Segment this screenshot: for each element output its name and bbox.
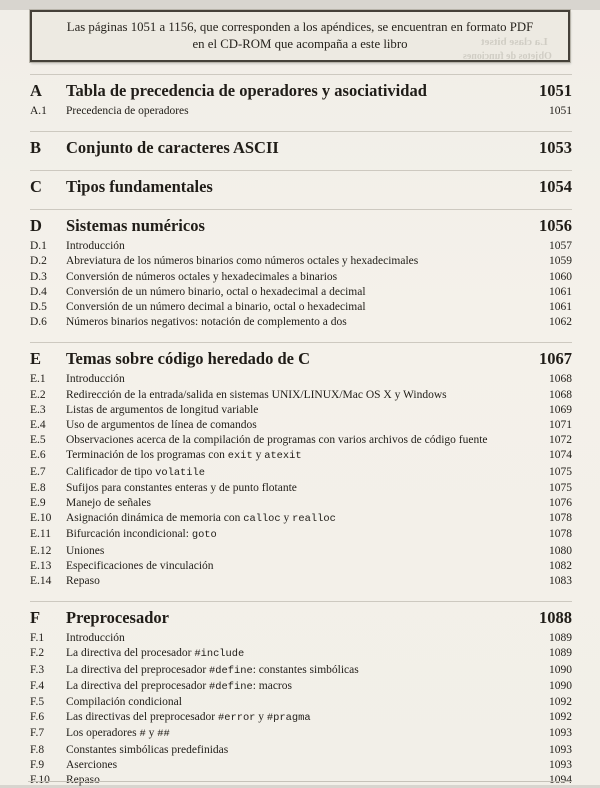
code-term: #define xyxy=(209,664,253,677)
toc-item xyxy=(30,726,572,742)
item-number: F.9 xyxy=(30,758,45,771)
appendix-page: 1067 xyxy=(539,349,572,369)
item-title xyxy=(66,104,528,119)
toc-item xyxy=(30,372,572,387)
appendix-header xyxy=(30,216,572,236)
toc-item xyxy=(30,544,572,559)
item-title xyxy=(66,743,528,758)
item-page: 1061 xyxy=(549,285,572,298)
appendix-page: 1053 xyxy=(539,138,572,158)
toc-item xyxy=(30,527,572,543)
title-text: Las directivas del preprocesador xyxy=(66,711,218,724)
appendix-section xyxy=(30,601,572,788)
toc-item xyxy=(30,481,572,496)
item-title xyxy=(66,496,528,511)
item-number: E.3 xyxy=(30,403,46,416)
item-page: 1078 xyxy=(549,512,572,525)
item-number: F.10 xyxy=(30,774,50,787)
item-number: F.1 xyxy=(30,632,45,645)
item-title xyxy=(66,433,528,448)
item-page: 1089 xyxy=(549,647,572,660)
item-title xyxy=(66,285,528,300)
item-title xyxy=(66,710,528,726)
item-number: E.6 xyxy=(30,449,46,462)
toc-item xyxy=(30,315,572,330)
item-number: F.5 xyxy=(30,696,45,709)
item-number: E.11 xyxy=(30,528,51,541)
title-text: Sufijos para constantes enteras y de punto flotante xyxy=(66,481,297,494)
appendix-header xyxy=(30,349,572,369)
title-text: Introducción xyxy=(66,240,125,253)
bleed-through-text: La clase bitset xyxy=(481,36,548,48)
toc-item xyxy=(30,743,572,758)
title-text: Calificador de tipo xyxy=(66,465,156,478)
toc-item xyxy=(30,496,572,511)
item-number: E.9 xyxy=(30,497,46,510)
item-page: 1074 xyxy=(549,449,572,462)
code-term: volatile xyxy=(155,466,205,479)
toc-item xyxy=(30,710,572,726)
code-term: goto xyxy=(191,529,217,542)
item-page: 1075 xyxy=(549,481,572,494)
title-text: Constantes simbólicas predefinidas xyxy=(66,743,229,756)
item-title xyxy=(66,388,528,403)
toc-item xyxy=(30,285,572,300)
item-number: F.3 xyxy=(30,663,45,676)
page-bottom-rule xyxy=(28,781,572,782)
code-term: realloc xyxy=(292,513,336,526)
item-page: 1071 xyxy=(549,419,572,432)
appendix-title: Sistemas numéricos xyxy=(66,216,205,236)
code-term: #pragma xyxy=(266,712,311,725)
item-title xyxy=(66,544,528,559)
item-title xyxy=(66,527,528,543)
title-text: Uso de argumentos de línea de comandos xyxy=(66,419,257,432)
code-term: ## xyxy=(157,728,170,741)
item-page: 1051 xyxy=(549,105,572,117)
appendix-section xyxy=(30,131,572,158)
item-number: E.13 xyxy=(30,559,52,572)
toc-item xyxy=(30,270,572,285)
appendix-header xyxy=(30,81,572,101)
item-title xyxy=(66,300,528,315)
title-text: La directiva del preprocesador xyxy=(66,663,210,676)
item-number: E.10 xyxy=(30,512,52,525)
title-text: y xyxy=(255,711,267,724)
appendix-title: Tipos fundamentales xyxy=(66,177,213,197)
book-page xyxy=(0,10,600,785)
appendix-header xyxy=(30,138,572,158)
title-text: Aserciones xyxy=(66,758,118,771)
toc-item xyxy=(30,418,572,433)
title-text: Redirección de la entrada/salida en sistemas UNIX/LINUX/Mac OS X y Windows xyxy=(66,388,447,401)
title-text: Los operadores xyxy=(66,727,140,740)
toc-item xyxy=(30,631,572,646)
item-title xyxy=(66,511,528,527)
title-text: : macros xyxy=(252,679,292,692)
toc-item xyxy=(30,433,572,448)
item-title xyxy=(66,726,528,742)
code-term: atexit xyxy=(264,450,302,463)
item-page: 1093 xyxy=(549,758,572,771)
title-text: Introducción xyxy=(66,632,125,645)
appendix-letter: F xyxy=(30,608,41,628)
title-text: Conversión de un número decimal a binario, octal o hexadecimal xyxy=(66,301,366,314)
item-page: 1092 xyxy=(549,711,572,724)
toc-item xyxy=(30,403,572,418)
toc-item xyxy=(30,465,572,481)
title-text: La directiva del procesador xyxy=(66,647,195,660)
table-of-contents xyxy=(0,74,600,788)
item-number: E.1 xyxy=(30,373,46,386)
item-number: E.5 xyxy=(30,434,46,447)
toc-item xyxy=(30,254,572,269)
code-term: exit xyxy=(227,450,253,463)
item-page: 1090 xyxy=(549,679,572,692)
toc-item xyxy=(30,104,572,119)
appendix-letter: D xyxy=(30,216,42,236)
title-text: Repaso xyxy=(66,774,100,787)
title-text: Abreviatura de los números binarios como números octales y hexadecimales xyxy=(66,255,419,268)
toc-item xyxy=(30,695,572,710)
item-title xyxy=(66,315,528,330)
code-term: #error xyxy=(218,712,256,725)
code-term: #include xyxy=(194,648,245,661)
title-text: Introducción xyxy=(66,373,125,386)
appendix-title: Conjunto de caracteres ASCII xyxy=(66,138,279,158)
title-text: y xyxy=(145,727,158,740)
title-text: Observaciones acerca de la compilación de programas con varios archivos de código fuente xyxy=(66,434,488,447)
title-text: La directiva del preprocesador xyxy=(66,679,210,692)
bleed-through-text: Objetos de funciones xyxy=(463,51,552,62)
appendix-page: 1051 xyxy=(539,81,572,100)
item-page: 1061 xyxy=(549,301,572,314)
item-title xyxy=(66,465,528,481)
item-title xyxy=(66,663,528,679)
item-number: E.14 xyxy=(30,575,52,588)
toc-item xyxy=(30,239,572,254)
item-number: A.1 xyxy=(30,105,47,117)
item-number: D.1 xyxy=(30,240,47,253)
toc-item xyxy=(30,448,572,464)
notice-line-1: Las páginas 1051 a 1156, que corresponden a los apéndices, se encuentran en formato PDF xyxy=(66,20,534,34)
item-page: 1090 xyxy=(549,663,572,676)
item-page: 1080 xyxy=(549,544,572,557)
toc-item xyxy=(30,559,572,574)
item-title xyxy=(66,418,528,433)
title-text: Uniones xyxy=(66,544,105,557)
title-text: Conversión de un número binario, octal o hexadecimal a decimal xyxy=(66,285,366,298)
appendix-page: 1054 xyxy=(539,177,572,197)
item-page: 1082 xyxy=(549,559,572,572)
item-page: 1068 xyxy=(549,388,572,401)
toc-item xyxy=(30,388,572,403)
cd-rom-notice xyxy=(30,10,570,62)
item-title xyxy=(66,574,528,589)
item-title xyxy=(66,448,528,464)
item-number: D.2 xyxy=(30,255,47,268)
item-page: 1092 xyxy=(549,696,572,709)
title-text: Números binarios negativos: notación de complemento a dos xyxy=(66,316,347,329)
appendix-letter: A xyxy=(30,81,42,100)
item-page: 1078 xyxy=(549,528,572,541)
appendix-section xyxy=(30,209,572,330)
toc-item xyxy=(30,679,572,695)
item-page: 1093 xyxy=(549,743,572,756)
appendix-letter: C xyxy=(30,177,42,197)
item-page: 1072 xyxy=(549,434,572,447)
title-text: y xyxy=(280,512,293,525)
title-text: Conversión de números octales y hexadecimales a binarios xyxy=(66,270,338,283)
title-text: Listas de argumentos de longitud variable xyxy=(66,403,259,416)
item-number: E.8 xyxy=(30,481,46,494)
item-number: F.4 xyxy=(30,679,45,692)
item-number: F.7 xyxy=(30,727,45,740)
item-number: E.12 xyxy=(30,544,52,557)
title-text: Compilación condicional xyxy=(66,696,182,709)
code-term: #define xyxy=(209,680,253,693)
item-title xyxy=(66,695,528,710)
item-title xyxy=(66,239,528,254)
item-number: F.6 xyxy=(30,711,45,724)
item-number: F.8 xyxy=(30,743,45,756)
item-page: 1089 xyxy=(549,632,572,645)
appendix-header xyxy=(30,608,572,628)
item-number: E.7 xyxy=(30,465,46,478)
notice-line-2: en el CD-ROM que acompaña a este libro xyxy=(192,36,408,51)
item-title xyxy=(66,254,528,269)
item-title xyxy=(66,758,528,773)
item-title xyxy=(66,559,528,574)
title-text: Manejo de señales xyxy=(66,497,151,510)
appendix-title: Temas sobre código heredado de C xyxy=(66,349,311,369)
appendix-letter: E xyxy=(30,349,42,369)
item-title xyxy=(66,403,528,418)
item-title xyxy=(66,481,528,496)
item-number: D.3 xyxy=(30,270,47,283)
item-title xyxy=(66,679,528,695)
appendix-page: 1056 xyxy=(539,216,572,236)
item-number: F.2 xyxy=(30,647,45,660)
title-text: Terminación de los programas con xyxy=(66,449,228,462)
appendix-title: Preprocesador xyxy=(66,608,169,628)
code-term: calloc xyxy=(243,513,281,526)
item-page: 1068 xyxy=(549,373,572,386)
title-text: : constantes simbólicas xyxy=(252,663,359,676)
item-page: 1093 xyxy=(549,727,572,740)
item-title xyxy=(66,631,528,646)
title-text: y xyxy=(252,449,265,462)
item-title xyxy=(66,646,528,662)
appendix-section xyxy=(30,170,572,197)
item-number: D.6 xyxy=(30,316,47,329)
toc-item xyxy=(30,300,572,315)
item-page: 1075 xyxy=(549,465,572,478)
appendix-header xyxy=(30,177,572,197)
toc-item xyxy=(30,511,572,527)
item-page: 1060 xyxy=(549,270,572,283)
title-text: Precedencia de operadores xyxy=(66,105,189,117)
item-page: 1076 xyxy=(549,497,572,510)
item-page: 1069 xyxy=(549,403,572,416)
item-page: 1094 xyxy=(549,774,572,787)
title-text: Asignación dinámica de memoria con xyxy=(66,512,244,525)
toc-item xyxy=(30,646,572,662)
toc-item xyxy=(30,758,572,773)
title-text: Especificaciones de vinculación xyxy=(66,559,214,572)
item-page: 1083 xyxy=(549,575,572,588)
item-number: D.4 xyxy=(30,285,47,298)
item-number: D.5 xyxy=(30,301,47,314)
title-text: Repaso xyxy=(66,575,100,588)
item-page: 1062 xyxy=(549,316,572,329)
appendix-letter: B xyxy=(30,138,42,158)
toc-item xyxy=(30,574,572,589)
appendix-page: 1088 xyxy=(539,608,572,628)
title-text: Bifurcación incondicional: xyxy=(66,528,192,541)
code-term: # xyxy=(139,728,146,741)
toc-item xyxy=(30,663,572,679)
item-title xyxy=(66,270,528,285)
appendix-title: Tabla de precedencia de operadores y asociatividad xyxy=(66,81,427,100)
item-number: E.4 xyxy=(30,419,46,432)
item-title xyxy=(66,372,528,387)
appendix-section xyxy=(30,342,572,589)
appendix-section xyxy=(30,74,572,119)
item-number: E.2 xyxy=(30,388,46,401)
item-page: 1057 xyxy=(549,240,572,253)
item-page: 1059 xyxy=(549,255,572,268)
